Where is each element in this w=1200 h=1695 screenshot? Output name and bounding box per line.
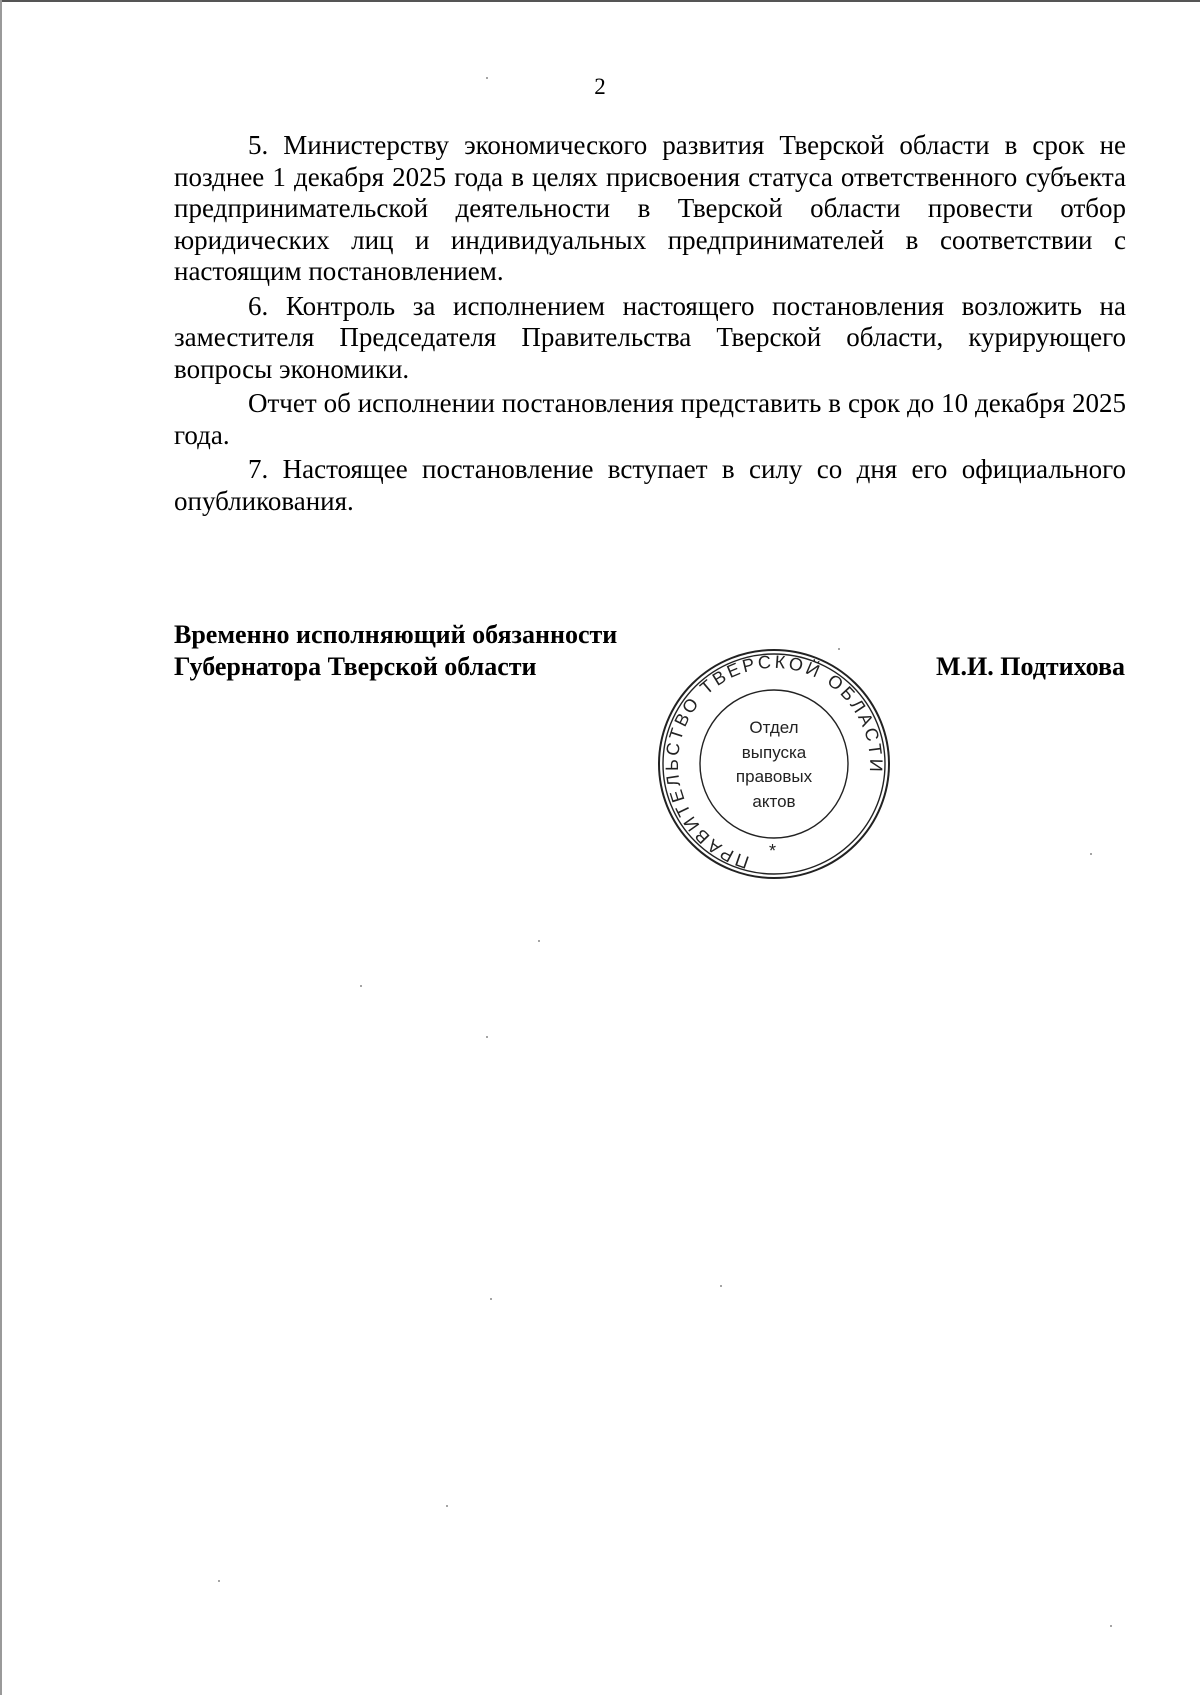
- stamp-ring-text: ПРАВИТЕЛЬСТВО ТВЕРСКОЙ ОБЛАСТИ: [661, 651, 887, 873]
- paragraph-item-5: 5. Министерству экономического развития Тверской области в срок не позднее 1 декабря 2025 года в целях присвоения статуса ответственного субъекта предпринимательской деятельности в Тверской области провести отбор юридических лиц и индивидуальных предпринимателей в соответствии с настоящим постановлением.: [174, 130, 1126, 286]
- stamp-star: *: [768, 841, 780, 861]
- signature-title-line1: Временно исполняющий обязанности: [174, 620, 618, 649]
- stamp-center-text: [656, 716, 892, 814]
- stamp-center-line4: актов: [752, 791, 796, 811]
- scan-speck: [538, 940, 540, 942]
- stamp-center-line1: Отдел: [749, 718, 799, 737]
- scan-edge-left: [0, 0, 2, 1695]
- signature-title-line2: Губернатора Тверской области: [174, 652, 537, 681]
- scan-speck: [838, 648, 840, 650]
- paragraph-report: Отчет об исполнении постановления представить в срок до 10 декабря 2025 года.: [174, 388, 1126, 450]
- scan-speck: [720, 1285, 722, 1287]
- signatory-name: М.И. Подтихова: [935, 652, 1125, 681]
- scan-speck: [446, 1505, 448, 1507]
- stamp-center-line2: выпуска: [741, 742, 807, 762]
- scan-speck: [360, 985, 362, 987]
- scan-speck: [490, 1298, 492, 1300]
- paragraph-item-7: 7. Настоящее постановление вступает в силу со дня его официального опубликования.: [174, 454, 1126, 516]
- official-stamp: [656, 646, 892, 882]
- scan-speck: [1110, 1625, 1112, 1627]
- scan-speck: [486, 77, 488, 79]
- signature-title: [174, 619, 617, 683]
- page-number: 2: [594, 74, 606, 99]
- document-body: [174, 130, 1126, 517]
- scan-speck: [1090, 853, 1092, 855]
- scan-speck: [218, 1580, 220, 1582]
- scan-edge-top: [0, 0, 1200, 2]
- scan-speck: [486, 1036, 488, 1038]
- stamp-center-line3: правовых: [735, 767, 813, 786]
- paragraph-item-6: 6. Контроль за исполнением настоящего постановления возложить на заместителя Председателя Правительства Тверской области, курирующего вопросы экономики.: [174, 290, 1126, 384]
